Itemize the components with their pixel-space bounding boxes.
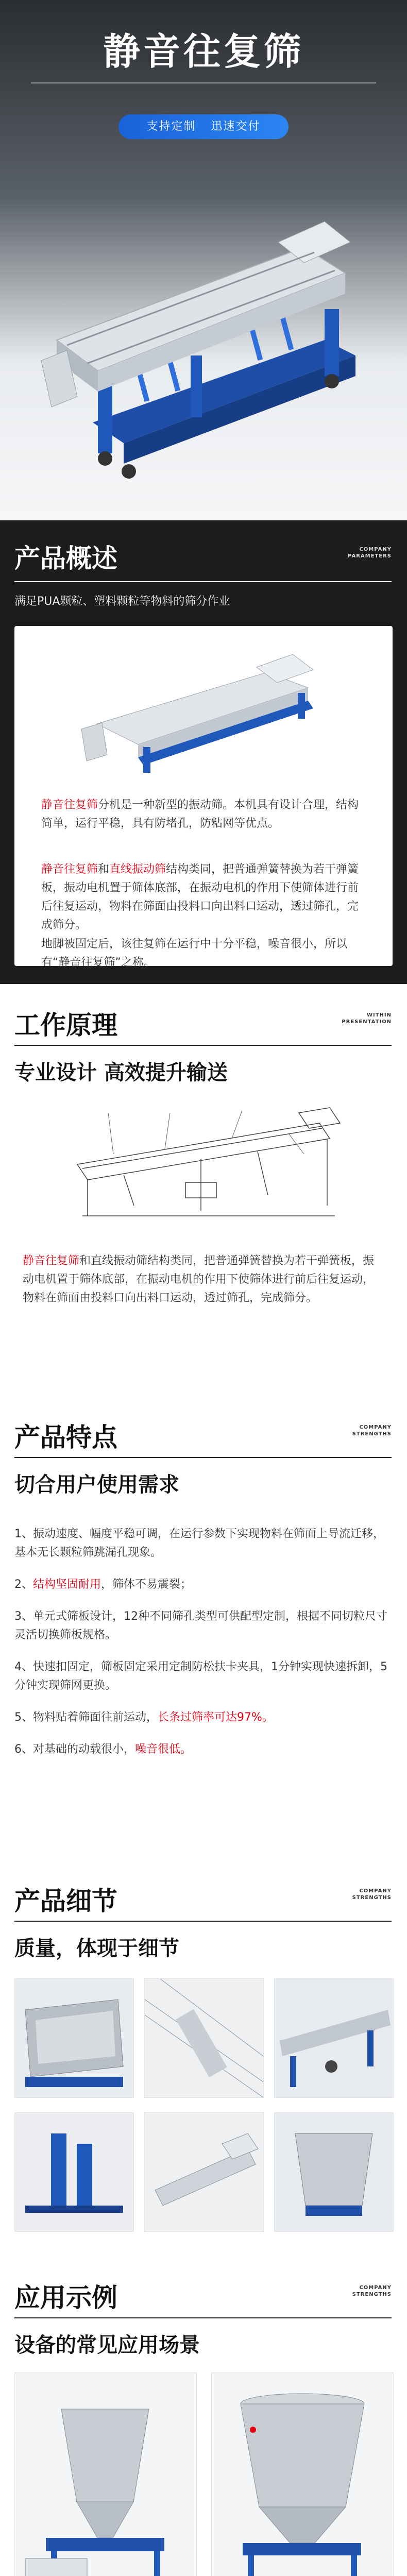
overview-subtitle: 满足PUA颗粒、塑料颗粒等物料的筛分作业 — [14, 595, 230, 608]
feature-highlight: 长条过筛率可达97%。 — [158, 1711, 274, 1724]
principle-paragraph — [23, 1252, 383, 1308]
features-en-tag: COMPANY STRENGTHS — [352, 1425, 392, 1437]
overview-title: 产品概述 — [14, 544, 117, 573]
details-title: 产品细节 — [14, 1886, 117, 1916]
overview-p2-red-b: 直线振动筛 — [109, 863, 166, 876]
detail-image-6 — [274, 2112, 394, 2232]
feature-text-end: ，筛体不易震裂； — [101, 1578, 192, 1591]
hero-pill — [118, 114, 289, 139]
features-section — [0, 1396, 407, 1860]
detail-image-2 — [144, 1978, 264, 2098]
applications-section — [0, 2262, 407, 2576]
principle-title: 工作原理 — [14, 1010, 117, 1040]
overview-en-tag: COMPANY PARAMETERS — [348, 547, 392, 559]
overview-paragraph-1 — [41, 796, 366, 833]
overview-divider — [14, 581, 392, 582]
principle-red: 静音往复筛 — [23, 1255, 80, 1267]
overview-card — [14, 626, 393, 969]
feature-text: 4、快速扣固定，筛板固定采用定制防松扶卡夹具，1分钟实现快速拆卸，5分钟实现筛网更换。 — [14, 1660, 387, 1692]
applications-en-tag: COMPANY STRENGTHS — [352, 2285, 392, 2297]
details-divider — [14, 1921, 392, 1922]
hero-section — [0, 0, 407, 520]
overview-paragraph-3: 地脚被固定后，该往复筛在运行中十分平稳，噪音很小，所以有“静音往复筛”之称。 — [41, 938, 348, 969]
feature-item — [14, 1525, 393, 1562]
feature-text: 3、单元式筛板设计，12种不同筛孔类型可供配型定制，根据不同切粒尺寸灵活切换筛板规格。 — [14, 1610, 387, 1641]
pill-right-text: 迅速交付 — [211, 120, 261, 133]
details-subtitle: 质量，体现于细节 — [14, 1937, 179, 1960]
feature-text: 1、振动速度、幅度平稳可调，在运行参数下实现物料在筛面上导流迁移，基本无长颗粒筛跳漏孔现象。 — [14, 1528, 384, 1559]
feature-item — [14, 1607, 393, 1645]
features-divider — [14, 1457, 392, 1458]
detail-image-4 — [14, 2112, 134, 2232]
feature-text: 6、对基础的动载很小， — [14, 1743, 135, 1756]
detail-image-1 — [14, 1978, 134, 2098]
principle-diagram — [62, 1103, 350, 1231]
principle-divider — [14, 1045, 392, 1046]
application-image-1 — [14, 2372, 197, 2576]
hero-machine-image — [36, 155, 371, 505]
principle-text: 和直线振动筛结构类同，把普通弹簧替换为若干弹簧板，振动电机置于筛体底部，在振动电机的作用下使筛体进行前后往复运动，物料在筛面由投料口向出料口运动，透过筛孔，完成筛分。 — [23, 1255, 375, 1304]
feature-item — [14, 1708, 393, 1727]
overview-p2-mid: 和 — [98, 863, 110, 876]
overview-p2-rest: 结构类同，把普通弹簧替换为若干弹簧板，振动电机置于筛体底部，在振动电机的作用下使筛体进行前后往复运动，物料在筛面由投料口向出料口运动，透过筛孔，完成筛分。 — [41, 863, 359, 931]
application-image-2 — [211, 2372, 394, 2576]
overview-paragraph-2 — [41, 860, 366, 935]
overview-p1-rest: 分机是一种新型的振动筛。本机具有设计合理，结构简单，运行平稳，具有防堵孔，防粘网等优点。 — [41, 799, 359, 830]
feature-item — [14, 1575, 393, 1594]
feature-item — [14, 1740, 393, 1759]
feature-highlight: 结构坚固耐用 — [33, 1578, 101, 1591]
overview-p1-red: 静音往复筛 — [41, 799, 98, 811]
overview-p2-red-a: 静音往复筛 — [41, 863, 98, 876]
overview-machine-image — [71, 641, 334, 775]
detail-image-3 — [274, 1978, 394, 2098]
feature-text: 5、物料贴着筛面往前运动， — [14, 1711, 158, 1724]
principle-section — [0, 984, 407, 1396]
principle-en-tag: WITHIN PRESENTATION — [342, 1012, 392, 1025]
features-list — [14, 1525, 393, 1772]
applications-title: 应用示例 — [14, 2283, 117, 2313]
overview-section — [0, 520, 407, 984]
feature-item — [14, 1658, 393, 1695]
principle-subtitle: 专业设计 高效提升输送 — [14, 1061, 228, 1084]
details-en-tag: COMPANY STRENGTHS — [352, 1888, 392, 1901]
feature-text: 2、 — [14, 1578, 33, 1591]
hero-divider — [31, 82, 376, 83]
features-subtitle: 切合用户使用需求 — [14, 1473, 179, 1497]
features-title: 产品特点 — [14, 1422, 117, 1452]
hero-title: 静音往复筛 — [103, 30, 304, 73]
details-section — [0, 1860, 407, 2262]
pill-left-text: 支持定制 — [146, 120, 196, 133]
applications-subtitle: 设备的常见应用场景 — [14, 2333, 200, 2357]
detail-image-5 — [144, 2112, 264, 2232]
feature-highlight: 噪音很低。 — [135, 1743, 192, 1756]
applications-divider — [14, 2317, 392, 2318]
